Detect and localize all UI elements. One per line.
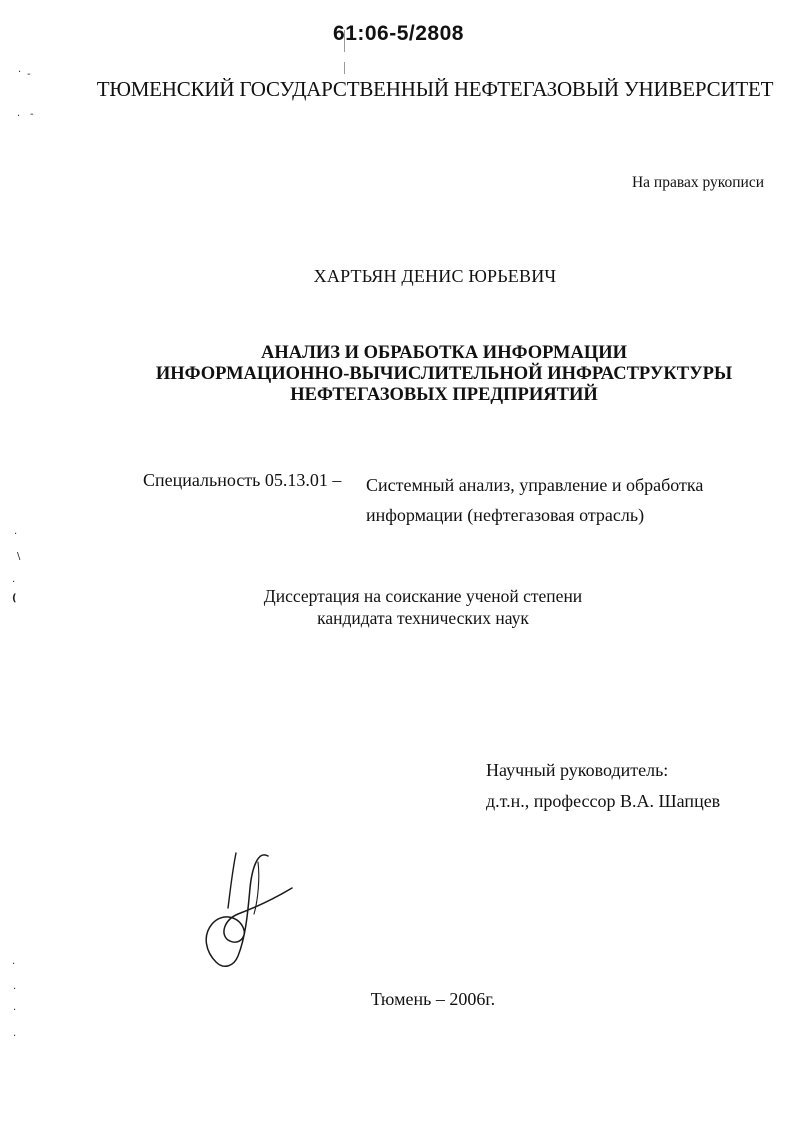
scan-line-mid — [344, 62, 345, 74]
specialty-label: Специальность 05.13.01 – — [143, 470, 342, 490]
specialty-description — [366, 470, 703, 530]
scan-speck: · — [13, 1031, 17, 1042]
degree-line: Диссертация на соискание ученой степени — [263, 586, 583, 606]
title-line: АНАЛИЗ И ОБРАБОТКА ИНФОРМАЦИИ — [260, 343, 628, 363]
scan-speck: · — [18, 67, 22, 78]
catalog-code: 61:06-5/2808 — [333, 22, 464, 45]
university-name: ТЮМЕНСКИЙ ГОСУДАРСТВЕННЫЙ НЕФТЕГАЗОВЫЙ УНИВЕРСИТЕТ — [96, 77, 774, 101]
specialty-line: информации (нефтегазовая отрасль) — [366, 505, 645, 525]
scientific-advisor — [486, 755, 720, 817]
dissertation-title — [0, 343, 797, 406]
scan-speck: · — [13, 1005, 17, 1016]
scan-speck: \ — [17, 551, 21, 562]
scan-speck: · — [12, 577, 16, 588]
city-year: Тюмень – 2006г. — [370, 989, 496, 1009]
degree-line: кандидата технических наук — [317, 608, 529, 628]
handwritten-signature — [188, 848, 298, 973]
scan-speck: - — [27, 69, 31, 80]
specialty-line: Системный анализ, управление и обработка — [366, 475, 704, 495]
manuscript-note: На правах рукописи — [631, 174, 764, 191]
degree-statement — [0, 585, 797, 629]
title-line: ИНФОРМАЦИОННО-ВЫЧИСЛИТЕЛЬНОЙ ИНФРАСТРУКТУРЫ — [155, 364, 733, 384]
scan-speck: ( — [12, 593, 17, 604]
scan-speck: - — [30, 109, 34, 120]
scan-speck: · — [12, 959, 16, 970]
scan-speck: · — [17, 111, 21, 122]
scan-speck: · — [13, 984, 17, 995]
advisor-heading: Научный руководитель: — [486, 760, 669, 780]
title-line: НЕФТЕГАЗОВЫХ ПРЕДПРИЯТИЙ — [290, 385, 598, 405]
advisor-name: д.т.н., профессор В.А. Шапцев — [486, 791, 721, 811]
author-name: ХАРТЬЯН ДЕНИС ЮРЬЕВИЧ — [313, 266, 557, 286]
scan-speck: · — [14, 529, 18, 540]
